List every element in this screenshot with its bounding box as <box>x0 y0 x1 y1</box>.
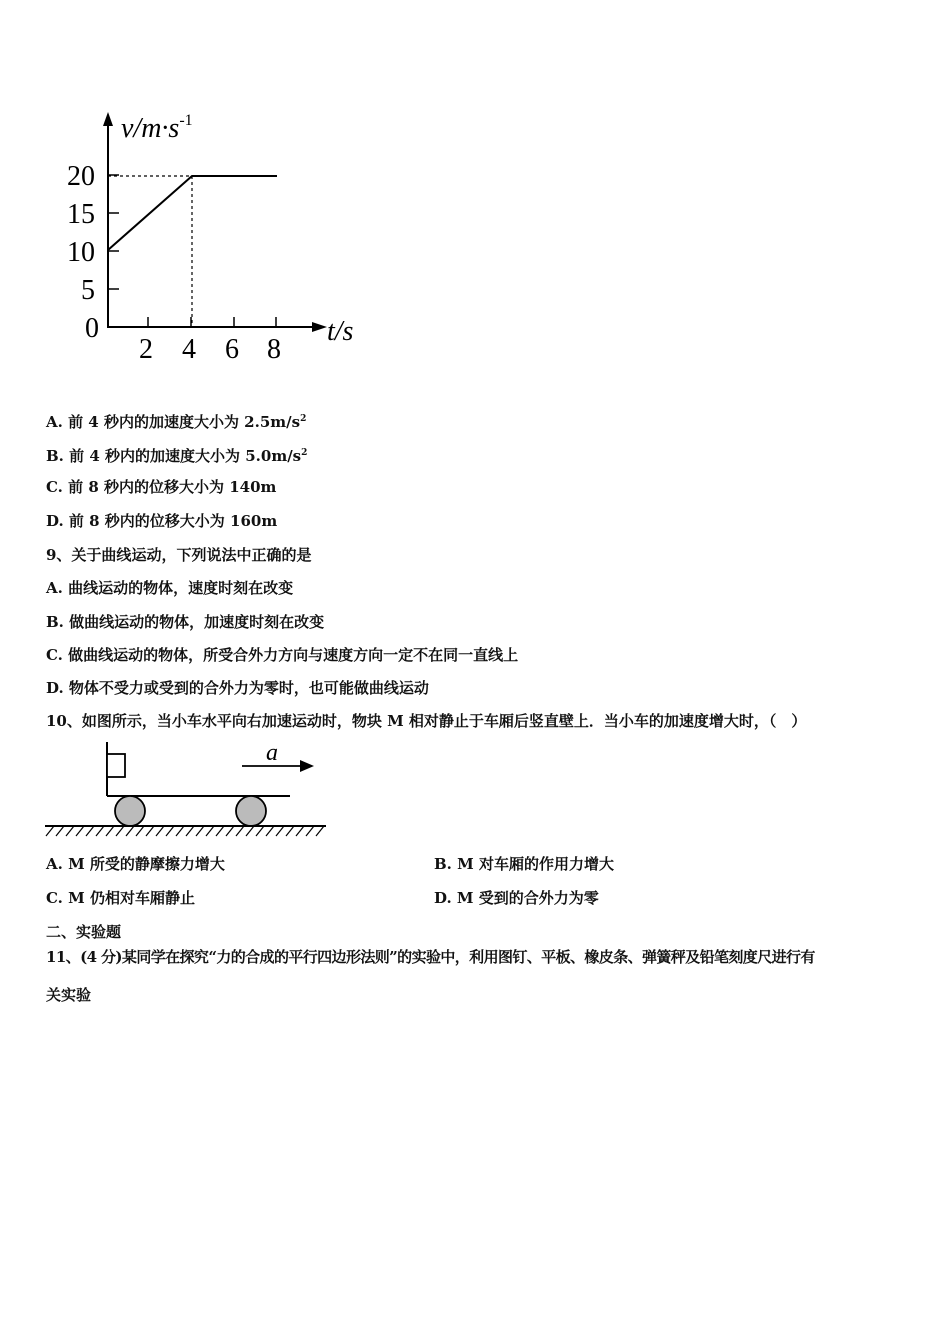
y-tick-10: 10 <box>67 237 95 268</box>
wheel-front <box>236 796 266 826</box>
y-tick-5: 5 <box>81 275 95 306</box>
x-tick-8: 8 <box>267 334 281 365</box>
section-title-experiment: 二、实验题 <box>46 923 122 941</box>
q8-option-d: D. 前 8 秒内的位移大小为 160m <box>46 512 278 530</box>
q9-option-a: A. 曲线运动的物体，速度时刻在改变 <box>46 579 294 597</box>
q10-option-c: C. M 仍相对车厢静止 <box>46 889 195 907</box>
q9-option-c: C. 做曲线运动的物体，所受合外力方向与速度方向一定不在同一直线上 <box>46 646 519 664</box>
y-tick-15: 15 <box>67 199 95 230</box>
y-tick-0: 0 <box>85 313 99 344</box>
wheel-rear <box>115 796 145 826</box>
q9-stem: 9、关于曲线运动，下列说法中正确的是 <box>46 546 312 564</box>
q9-option-b: B. 做曲线运动的物体，加速度时刻在改变 <box>46 613 325 631</box>
q8-option-c: C. 前 8 秒内的位移大小为 140m <box>46 478 277 496</box>
velocity-time-graph <box>55 100 375 375</box>
ground-hatch <box>46 826 324 836</box>
x-axis-label: t/s <box>327 316 354 347</box>
x-tick-6: 6 <box>225 334 239 365</box>
q10-option-b: B. M 对车厢的作用力增大 <box>434 855 614 873</box>
x-tick-4: 4 <box>182 334 196 365</box>
q11-line-2: 关实验 <box>46 986 92 1004</box>
q9-option-d: D. 物体不受力或受到的合外力为零时，也可能做曲线运动 <box>46 679 429 697</box>
acceleration-arrowhead <box>300 760 314 772</box>
x-tick-2: 2 <box>139 334 153 365</box>
q11-line-1: 11、(4 分)某同学在探究“力的合成的平行四边形法则”的实验中，利用图钉、平板、橡皮条、弹簧秤及铅笔刻度尺进行有 <box>46 948 815 966</box>
acceleration-label: a <box>266 740 278 766</box>
cart-figure <box>40 738 340 843</box>
q8-option-a: A. 前 4 秒内的加速度大小为 $2.5m/s^2$ <box>46 413 307 431</box>
x-axis-arrow <box>312 322 327 332</box>
q10-option-a: A. M 所受的静摩擦力增大 <box>46 855 225 873</box>
y-tick-20: 20 <box>67 161 95 192</box>
block-m <box>107 754 125 777</box>
q10-option-d: D. M 受到的合外力为零 <box>434 889 599 907</box>
y-axis-arrow <box>103 112 113 126</box>
q8-option-b: B. 前 4 秒内的加速度大小为 $5.0m/s^2$ <box>46 447 308 465</box>
y-axis-label: $v/m\cdot s^{-1}$ <box>121 112 193 144</box>
q10-stem: 10、如图所示，当小车水平向右加速运动时，物块 M 相对静止于车厢后竖直壁上．当小车的加速度增大时，（ ） <box>46 712 807 730</box>
